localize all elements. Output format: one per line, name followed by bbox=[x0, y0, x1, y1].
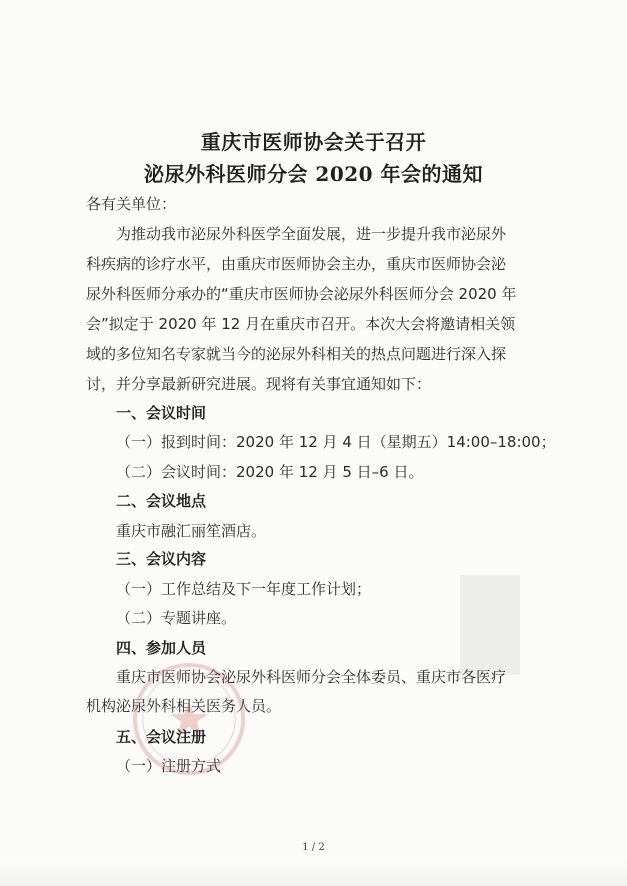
section-heading-participants: 四、参加人员 bbox=[116, 639, 207, 657]
section-item: （二）专题讲座。 bbox=[116, 609, 237, 627]
section-item: （一）报到时间：2020 年 12 月 4 日（星期五）14:00–18:00； bbox=[116, 433, 556, 451]
document-title-line-2: 泌尿外科医师分会 2020 年会的通知 bbox=[143, 162, 484, 186]
section-line: 机构泌尿外科相关医务人员。 bbox=[86, 697, 282, 715]
section-heading-venue: 二、会议地点 bbox=[116, 492, 207, 510]
bleed-through-mark bbox=[455, 570, 525, 680]
salutation: 各有关单位： bbox=[86, 195, 177, 213]
section-heading-content: 三、会议内容 bbox=[116, 550, 207, 568]
section-item: （一）工作总结及下一年度工作计划； bbox=[116, 580, 372, 598]
page-number: 1 / 2 bbox=[302, 842, 325, 853]
document-title-line-1: 重庆市医师协会关于召开 bbox=[200, 130, 427, 154]
section-heading-meeting-time: 一、会议时间 bbox=[116, 404, 207, 422]
intro-line: 讨，并分享最新研究进展。现将有关事宜通知如下： bbox=[86, 375, 432, 393]
page-bottom-edge bbox=[0, 860, 627, 886]
intro-line: 尿外科医师分承办的“重庆市医师协会泌尿外科医师分会 2020 年 bbox=[86, 285, 517, 303]
section-item: （一）注册方式 bbox=[116, 757, 222, 775]
section-item: （二）会议时间：2020 年 12 月 5 日–6 日。 bbox=[116, 463, 424, 481]
section-line: 重庆市医师协会泌尿外科医师分会全体委员、重庆市各医疗 bbox=[116, 668, 507, 686]
section-heading-registration: 五、会议注册 bbox=[116, 728, 207, 746]
intro-line: 科疾病的诊疗水平，由重庆市医师协会主办，重庆市医师协会泌 bbox=[86, 255, 507, 273]
section-item: 重庆市融汇丽笙酒店。 bbox=[116, 522, 267, 540]
intro-line: 域的多位知名专家就当今的泌尿外科相关的热点问题进行深入探 bbox=[86, 345, 507, 363]
intro-line: 为推动我市泌尿外科医学全面发展，进一步提升我市泌尿外 bbox=[116, 225, 507, 243]
intro-line: 会”拟定于 2020 年 12 月在重庆市召开。本次大会将邀请相关领 bbox=[86, 315, 516, 333]
